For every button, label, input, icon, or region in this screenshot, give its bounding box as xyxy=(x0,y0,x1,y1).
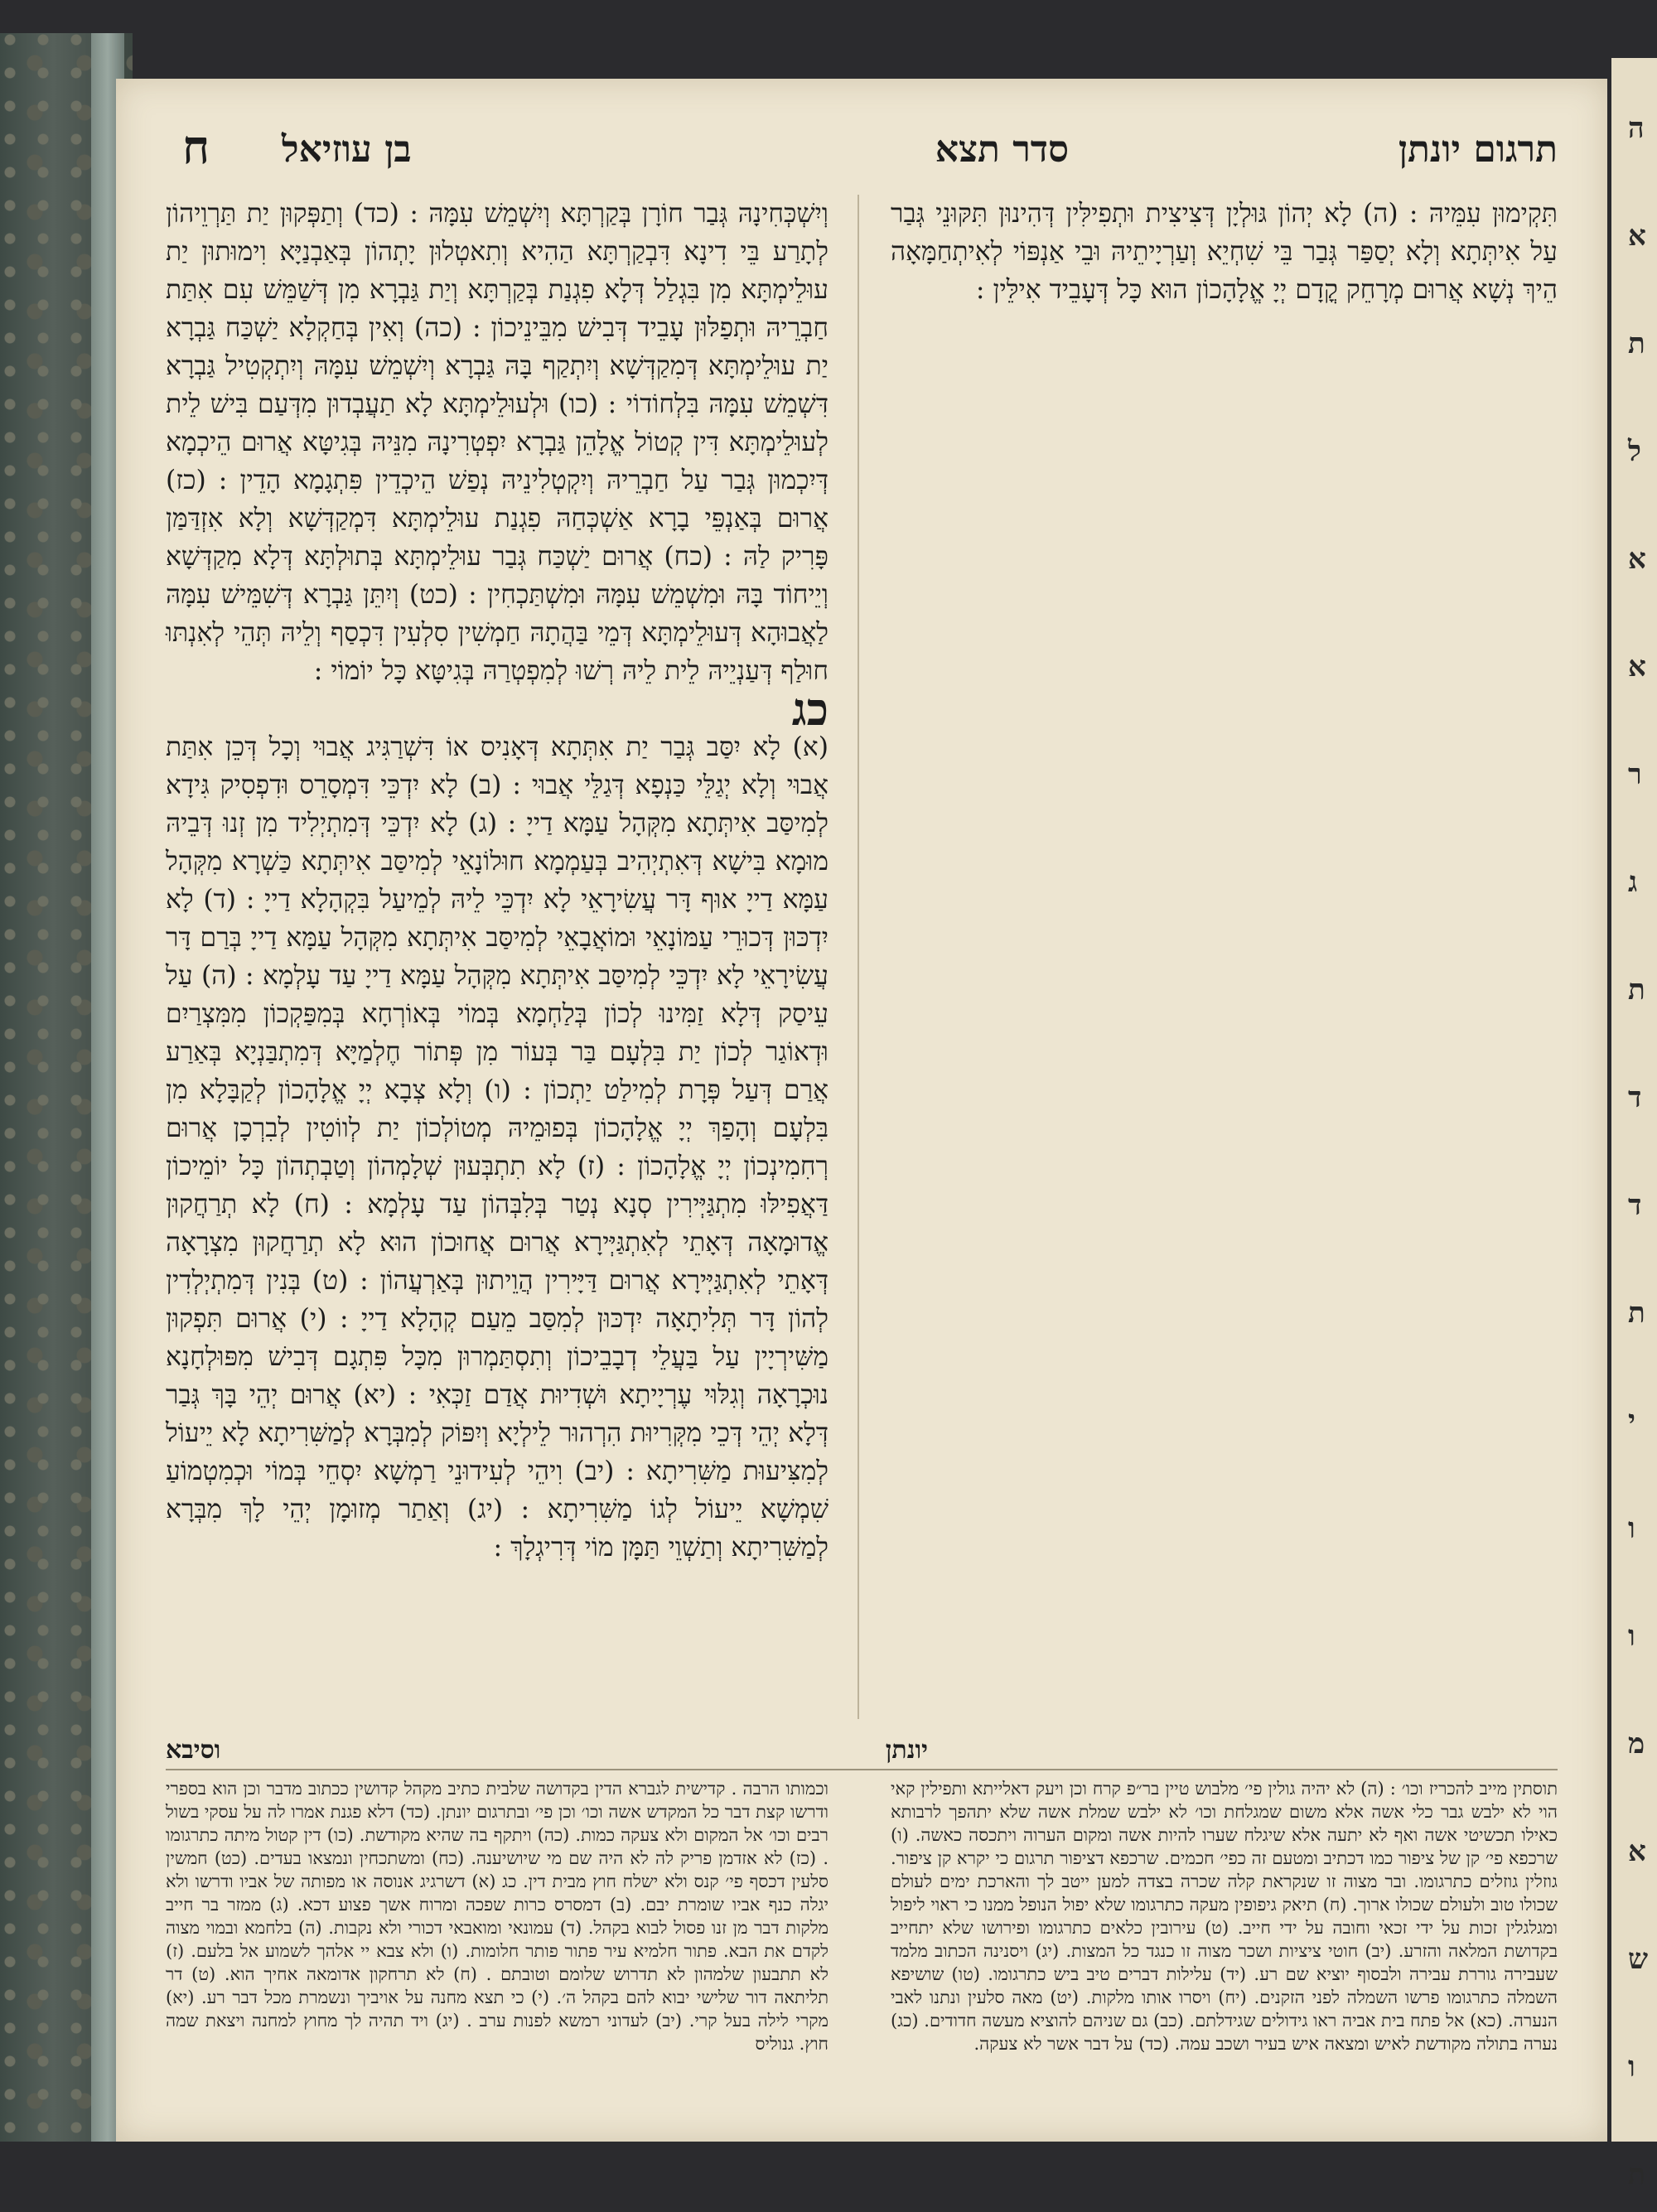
edge-letter: ג xyxy=(1628,866,1638,899)
edge-letter: ש xyxy=(1628,1943,1649,1976)
edge-letter: ו xyxy=(1628,2050,1635,2084)
commentary-heading-right: יונתן xyxy=(885,1736,928,1765)
edge-letter: א xyxy=(1628,650,1646,683)
column-divider xyxy=(857,195,859,1719)
edge-letter: א xyxy=(1628,1835,1646,1868)
edge-letter: ד xyxy=(1628,1081,1642,1114)
edge-letter: ה xyxy=(1628,112,1645,145)
header-title-center: סדר תצא xyxy=(935,128,1069,171)
header-title-left: בן עוזיאל xyxy=(282,128,412,171)
commentary-heading-left: וסיבא xyxy=(166,1736,221,1765)
commentary-left: וכמותו הרבה . קדישית לגברא הדין בקדושה שלבית כתיב מקהל קדושין ככתוב מדבר וכן הוא בספרי ודרשו קצת דבר כל המקדש אשה וכו׳ וכן פי׳ ובתרגום יונתן. (כד) דלא פגנת אמרו לה על עסקי בשול רבים וכו׳ אל המקום ולא צעקה כמות. (כה) ויתקף בה שהיא מקודשת. (כו) דין קטול מיתה כתרגומו . (כז) לא אזדמן פריק לה לא היה שם מי שיושיענה. (כח) ומשתכחין ונמצאו בעדים. (כט) חמשין סלעין דכסף פי׳ קנס ולא ישלח חוץ מבית דין. כג (א) דשרגיג אנוסה או מפותה של אביו ודרשו ולא יגלה כנף אביו שומרת יבם. (ב) דמסרס כרות שפכה ומרוח אשך פצוע דכא. (ג) ממזר בר חייב מלקות דבר מן זנו פסול לבוא בקהל. (ד) עמונאי ומואבאי דכורי ולא נקבות. (ה) בלחמא ובמוי מצוה לקדם את הבא. פתור חלמיא עיר פתור פותר חלומות. (ו) ולא צבא יי אלהך לשמוע אל בלעם. (ז) לא תתבעון שלמהון לא תדרוש שלומם וטובתם . (ח) לא תרחקון אדומאה אחיך הוא. (ט) דר תליתאה דור שלישי יבוא להם בקהל ה׳. (י) כי תצא מחנה על אויביך ונשמרת מכל דבר רע. (יא) מקרי לילה בעל קרי. (יב) לעדוני רמשא לפנות ערב . (יג) ויד תהיה לך מחוץ למחנה ויצאת שמה חוץ. גנוליס xyxy=(166,1779,828,2054)
edge-letter: ת xyxy=(1628,2158,1645,2191)
edge-letter: ת xyxy=(1628,1297,1645,1330)
edge-letter: ד xyxy=(1628,1189,1642,1222)
edge-letter: ו xyxy=(1628,1512,1635,1545)
commentary-right: תוסתין מייב להכריז וכו׳ : (ה) לא יהיה גולין פי׳ מלבוש טיין בר״פ קרח וכן ויעק דאלייתא ותפילין קאי הוי לא ילבש גבר כלי אשה אלא משום שמגלחת וכו׳ לא ילבש שמלת אשה שלא יתהפך לרבותא כאילו תכשיטי אשה ואף לא יתעה אלא שיגלח שערו להיות אשה ומקום הערוה ויתכסה כאשה. (ו) שרכפא פי׳ קן של ציפור כמו דכתיב ומטעם זה כפי׳ חכמים. שרכפא דציפור תרגום כי יקרא קן ציפור. גוזלין גוזלים כתרגומו. ובר מצוה זו שנקראת קלה שכרה בצדה למען ייטב לך והארכת ימים לעולם שכולו טוב ולעולם שכולו ארוך. (ח) תיאק גיפופין מעקה כתרגומו שלא יפול הנופל ממנו כי ראוי ליפול ומגלגלין זכות על ידי זכאי וחובה על ידי חייב. (ט) עירובין כלאים כתרגומו ופירושו שלא יתחייב בקדושת המלאה והזרע. (יב) חוטי ציציות ושכר מצוה זו כנגד כל המצות. (יג) ויסנינה הכתוב מלמד שעבירה גוררת עבירה ולבסוף יוציא שם רע. (יד) עלילות דברים טיב ביש כתרגומו. (טו) שושיפא השמלה כתרגומו פרשו השמלה לפני הזקנים. (יח) ויסרו אותו מלקות. (יט) מאה סלעין ונתנו לאבי הנערה. (כא) אל פתח בית אביה ראו גידולים שגידלתם. (כב) גם שניהם להוציא מעשה חדודים. (כג) נערה בתולה מקודשת לאיש ומצאה איש בעיר ושכב עמה. (כד) על דבר אשר לא צעקה. xyxy=(891,1779,1558,2054)
page-header xyxy=(166,120,1558,186)
column-left-paragraph-1: וְיִשְׁכְּחִינָהּ גְּבַר חוֹרָן בְּקַרְתָּא וְיִשְׁמֵשׁ עִמָּהּ : (כד) וְתַפְּקוּן יַת תַּרְוֵיהוֹן לְתָרַע בֵּי דִינָא דִּבְקַרְתָּא הַהִיא וְתִאטְלוּן יָתְהוֹן בְּאַבְנַיָּא וִימוּתוּן יַת עוּלֵימְתָּא מִן בִּגְלַל דְּלָא פִגְנַת בְּקַרְתָּא וְיַת גַּבְרָא מִן דְּשַׁמֵּשׁ עִם אִתַּת חַבְרֵיהּ וּתְפַלּוּן עָבֵיד דְּבִישׁ מִבֵּינֵיכוֹן : (כה) וְאִין בְּחַקְלָא יַשְׁכַּח גַּבְרָא יַת עוּלֵימְתָּא דְּמִקַדְּשָׁא וְיִתְקַף בָּהּ גַּבְרָא וְיִשְׁמֵשׁ עִמָּהּ וְיִתְקְטִיל גַּבְרָא דִּשְׁמֵשׁ עִמָּהּ בִּלְחוֹדוֹי : (כו) וּלְעוּלֵימְתָּא לָא תַעֲבְדוּן מִדְּעַם בִּישׁ לֵית לְעוּלֵימְתָּא דִּין קְטוֹל אֱלָהֵן גַּבְרָא יִפְטְרִינָהּ מִנֵּיהּ בְּגִיטָּא אֲרוּם הֵיכְמָא דְּיִכְמוּן גְּבַר עַל חַבְרֵיהּ וְיִקְטְלִינֵיהּ נְפַשׁ הֵיכְדֵין פִּתְגָמָא הָדֵין : (כז) אֲרוּם בְּאַנְפֵּי בָרָא אַשְׁכְּחַהּ פִגְנַת עוּלֵימְתָּא דִּמְקַדְּשָׁא וְלָא אִזְדַּמַּן פָּרִיק לַהּ : (כח) אֲרוּם יַשְׁכַּח גְּבַר עוּלֵימְתָּא בְּתוּלְתָּא דְּלָא מִקַדְּשָׁא וְיֵיחוֹד בָּהּ וּמִשְׁמֵשׁ עִמָּהּ וּמִשְׁתַּכְחִין : (כט) וְיִתֵּן גַּבְרָא דְּשִׁמֵּישׁ עִמָּהּ לַאֲבוּהָא דְּעוּלֵימְתָּא דְּמֵי בַּהֲתָהּ חַמְשִׁין סִלְעִין דִּכְסַף וְלֵיהּ תְּהֵי לְאִנְתּוּ חוּלַף דְּעַנְיֵיהּ לֵית לֵיהּ רְשׁוּ לְמִפְטְרַהּ בְּגִיטָּא כָּל יוֹמוֹי : xyxy=(166,199,828,686)
edge-letter: מ xyxy=(1628,1727,1645,1760)
column-right-paragraph: תִּקְימוּן עִמֵּיהּ : (ה) לָא יְהוֹן גּוּלְיָן דְּצִיצִית וּתְפִילִּין דְּהִינוּן תִּקּוּנֵי גְּבַר עַל אִיתְּתָא וְלָא יְסַפַּר גְּבַר בֵּי שִׁחְיֵא וְעַרְיָיתֵיהּ וּבֵי אַנְפּוֹי לְאִיתְחַמָּאָה הֵיךְ נְשָׁא אֲרוּם מְרָחֵק קֳדָם יְיָ אֱלָהָכוֹן הוּא כָּל דְּעָבֵיד אִילֵּין : xyxy=(891,199,1558,305)
edge-letter: ו xyxy=(1628,1620,1635,1653)
commentary-rule xyxy=(166,1769,1558,1770)
edge-letter: ל xyxy=(1628,435,1641,468)
chapter-mark: כג xyxy=(791,683,828,736)
next-page-edge xyxy=(1611,58,1657,2191)
text-column-right xyxy=(891,195,1558,1727)
edge-letter: א xyxy=(1628,220,1646,253)
page-number-letter: ח xyxy=(182,120,210,175)
edge-letter: י xyxy=(1628,1404,1635,1437)
header-title-right: תרגום יונתן xyxy=(1398,128,1558,171)
column-left-paragraph-2: (א) לָא יִסַּב גְּבַר יַת אִתְּתָא דְּאָנִיס אוֹ דִּשְׁרַגִּיג אֲבוּי וְכָל דְּכֵן אִתַּת אֲבוּי וְלָא יְגַלֵּי כַּנְפָא דְּגַלֵּי אֲבוּי : (ב) לָא יִדְכֵּי דִּמְסָרֵס וּדִפְסִיק גִּידָא לְמִיסַּב אִיתְּתָא מִקְּהָל עַמָּא דַייָ : (ג) לָא יִדְכֵּי דְּמִתְיְלִיד מִן זְנוּ דְּבֵיהּ מוּמָא בִּישָׁא דְּאִתְיְהִיב בְּעַמְמָא חוּלוֹנָאֵי לְמִיסַּב אִיתְּתָא כַּשְׁרָא מִקְּהָל עַמָּא דַייָ אוּף דָּר עֲשִׂירָאֵי לָא יִדְכֵּי לֵיהּ לְמֵיעַל בִּקְהָלָא דַייָ : (ד) לָא יִדְכּוּן דְּכוּרֵי עַמּוֹנָאֵי וּמוֹאֲבָאֵי לְמִיסַּב אִיתְּתָא מִקְּהָל עַמָּא דַייָ בְּרַם דָּר עֲשִׂירָאֵי לָא יִדְכֵּי לְמִיסַּב אִיתְּתָא מִקְּהָל עַמָּא דַייָ עַד עָלְמָא : (ה) עַל עֵיסַק דְּלָא זַמִּינוּ לְכוֹן בְּלַחְמָא בְּמוֹי בְּאוֹרְחָא בְּמִפַּקְכוֹן מִמִּצְרַיִם וּדְאוֹגַר לְכוֹן יַת בִּלְעָם בַּר בְּעוֹר מִן פְּתוֹר חֶלְמַיָּא דְּמִתְבַּנְיָא בְּאַרַע אֲרַם דְּעַל פְּרָת לְמִילַט יַתְכוֹן : (ו) וְלָא צְבָא יְיָ אֱלָהָכוֹן לְקַבָּלָא מִן בִּלְעָם וְהָפַךְ יְיָ אֱלָהָכוֹן בְּפוּמֵיהּ מְטוֹלְכוֹן יַת לְווֹטִין לְבִרְכָן אֲרוּם רְחִמִינְכוֹן יְיָ אֱלָהָכוֹן : (ז) לָא תִתְבְּעוּן שְׁלָמְהוֹן וְטַבְתְהוֹן כָּל יוֹמֵיכוֹן דַּאֲפִילּוּ מִתְגַּיְּירִין סְנָא נְטַר בְּלִבְּהוֹן עַד עָלְמָא : (ח) לָא תְרַחֲקוּן אֱדוּמָאָה דְּאָתֵי לְאִתְגַּיְּירָא אֲרוּם אֲחוּכוֹן הוּא לָא תְרַחֲקוּן מִצְרָאָה דְּאָתֵי לְאִתְגַּיְּירָא אֲרוּם דַּיָּירִין הֲוֵיתוּן בְּאַרְעֲהוֹן : (ט) בְּנִין דְּמִתְיְלְדִין לְהוֹן דָּר תְּלִיתָאָה יִדְכּוּן לְמִסַּב מֵעַם קְהָלָא דַייָ : (י) אֲרוּם תִּפְקוּן מַשִּׁירְיָין עַל בַּעֲלֵי דְבָבֵיכוֹן וְתִסְתַּמְרוּן מִכָּל פִּתְגָם דְּבִישׁ מִפּוּלְחָנָא נוּכְרָאָה וְגִלּוּי עֶרְיָיתָא וּשְׁדִיוּת אֲדַם זַכְּאִי : (יא) אֲרוּם יְהֵי בָּךְ גְּבַר דְּלָא יְהֵי דְּכֵי מִקְּרִיוּת הִרְהוּר לֵילְיָא וְיִפּוֹק לְמִבְּרָא לְמַשִּׁרִיתָא לָא יֵיעוֹל לְמִצִּיעוּת מַשִּׁרִיתָא : (יב) וִיהֵי לְעִידוּנֵי רַמְשָׁא יִסְחֵי בְּמוֹי וּכְמִטְמוֹעַ שִׁמְשָׁא יֵיעוֹל לְגוֹ מַשִּׁרִיתָא : (יג) וְאַתַר מְזוּמָן יְהֵי לָךְ מִבְּרָא לְמַשִּׁרִיתָא וְתַשְׁוֵי תַּמָּן מוֹי דְּרִיגְלָךְ : xyxy=(166,732,828,1562)
edge-letter: א xyxy=(1628,543,1646,576)
edge-letter: ת xyxy=(1628,973,1645,1007)
book-page xyxy=(116,79,1607,2142)
text-column-left xyxy=(166,195,828,1727)
edge-letter: ר xyxy=(1628,758,1642,791)
edge-letter: ת xyxy=(1628,327,1645,360)
